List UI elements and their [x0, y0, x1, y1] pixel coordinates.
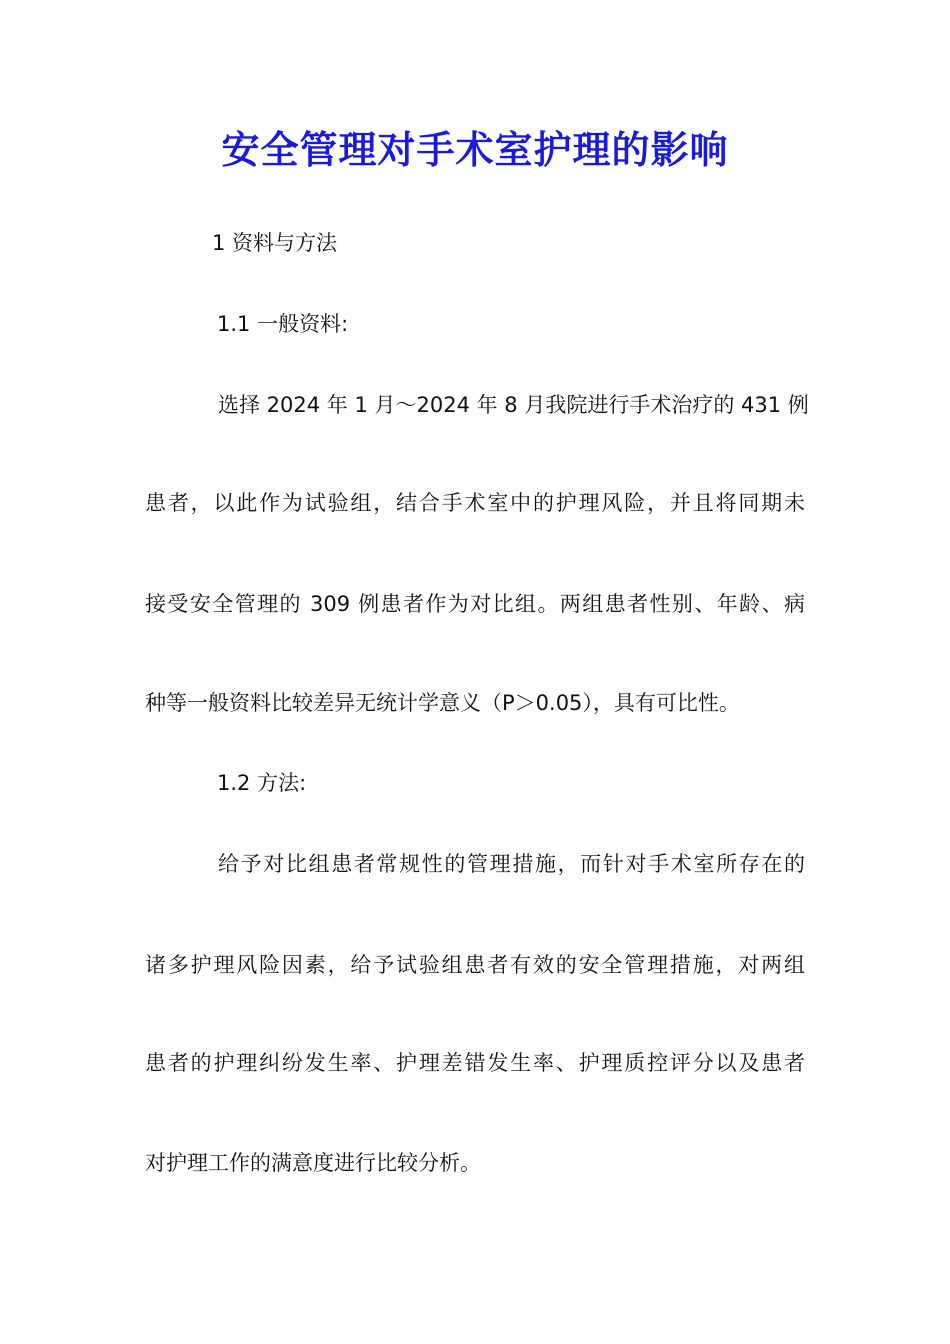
section-1-heading: 1 资料与方法 — [212, 231, 338, 255]
section-1-2-heading: 1.2 方法: — [217, 771, 307, 795]
paragraph-2-line-4: 对护理工作的满意度进行比较分析。 — [145, 1151, 481, 1175]
paragraph-2-line-1: 给予对比组患者常规性的管理措施，而针对手术室所存在的 — [218, 852, 805, 876]
paragraph-1-line-3: 接受安全管理的 309 例患者作为对比组。两组患者性别、年龄、病 — [145, 592, 805, 616]
paragraph-2-line-3: 患者的护理纠纷发生率、护理差错发生率、护理质控评分以及患者 — [145, 1051, 805, 1075]
paragraph-1-line-2: 患者，以此作为试验组，结合手术室中的护理风险，并且将同期未 — [145, 491, 805, 515]
paragraph-1-line-1: 选择 2024 年 1 月～2024 年 8 月我院进行手术治疗的 431 例 — [218, 393, 809, 417]
paragraph-2-line-2: 诸多护理风险因素，给予试验组患者有效的安全管理措施，对两组 — [145, 953, 805, 977]
paragraph-1-line-4: 种等一般资料比较差异无统计学意义（P＞0.05），具有可比性。 — [145, 691, 740, 715]
section-1-1-heading: 1.1 一般资料: — [217, 312, 349, 336]
document-title: 安全管理对手术室护理的影响 — [221, 127, 729, 172]
